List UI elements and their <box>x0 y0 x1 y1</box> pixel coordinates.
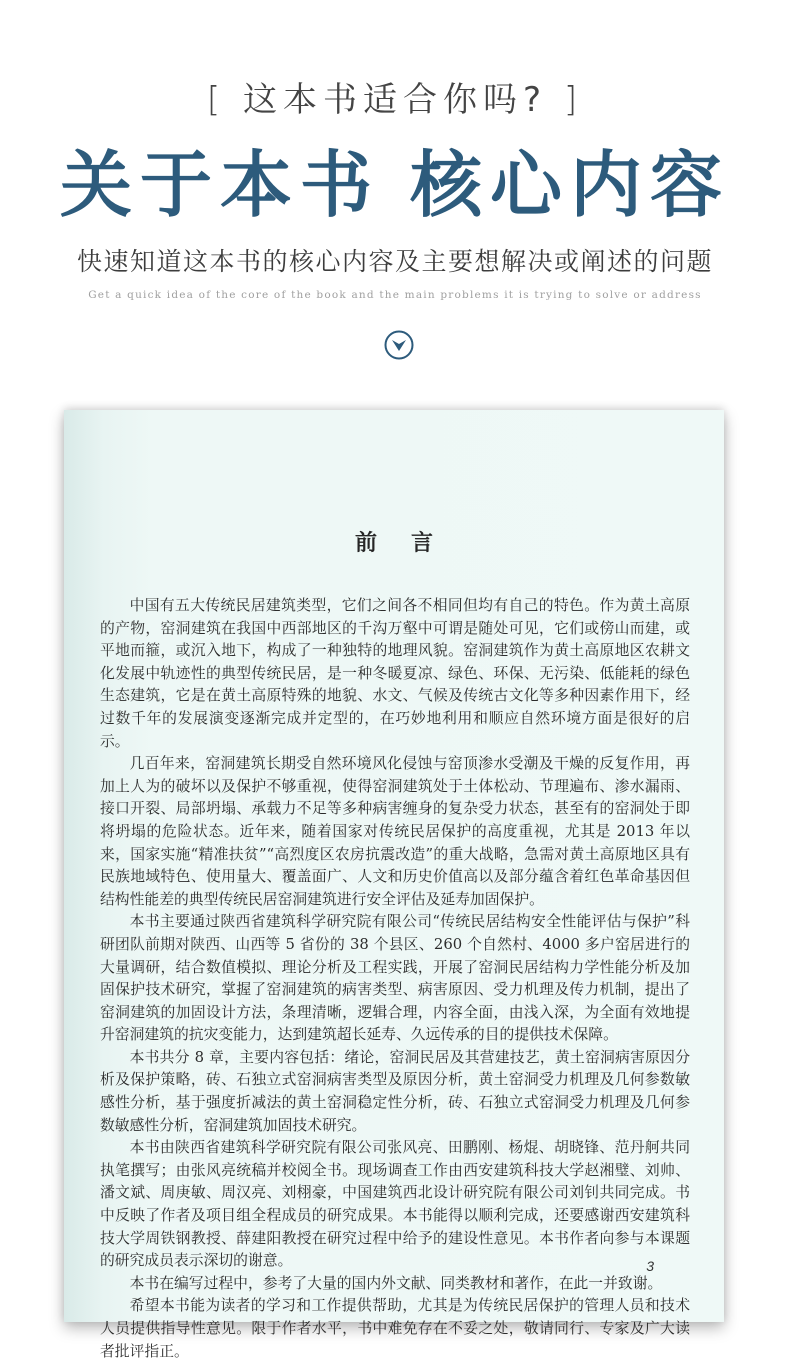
page-number: 3 <box>646 1258 654 1274</box>
subtitle-chinese: 快速知道这本书的核心内容及主要想解决或阐述的问题 <box>76 247 713 276</box>
subtitle-english: Get a quick idea of the core of the book and the main problems it is trying to solve or address <box>88 289 702 301</box>
paragraph: 中国有五大传统民居建筑类型，它们之间各不相同但均有自己的特色。作为黄土高原的产物，窑洞建筑在我国中西部地区的千沟万壑中可谓是随处可见，它们或傍山而建，或平地而箍，或沉入地下，构成了一种独特的地理风貌。窑洞建筑作为黄土高原地区农耕文化发展中轨迹性的典型传统民居，是一种冬暖夏凉、绿色、环保、无污染、低能耗的绿色生态建筑，它是在黄土高原特殊的地貌、水文、气候及传统古文化等多种因素作用下，经过数千年的发展演变逐渐完成并定型的，在巧妙地利用和顺应自然环境方面是很好的启示。 <box>100 597 690 750</box>
page-title: 前言 <box>354 530 467 556</box>
chevron-down-circle-icon[interactable] <box>384 330 414 360</box>
bracket-close: ] <box>563 80 584 120</box>
paragraph: 本书由陕西省建筑科学研究院有限公司张风亮、田鹏刚、杨焜、胡晓锋、范丹舸共同执笔撰写；由张风亮统稿并校阅全书。现场调查工作由西安建筑科技大学赵湘璧、刘帅、潘文斌、周庚敏、周汉亮、刘栩豪，中国建筑西北设计研究院有限公司刘钊共同完成。书中反映了作者及项目组全程成员的研究成果。本书能得以顺利完成，还要感谢西安建筑科技大学周铁钢教授、薛建阳教授在研究过程中给予的建设性意见。本书作者向参与本课题的研究成员表示深切的谢意。 <box>100 1139 690 1270</box>
main-title <box>0 140 790 230</box>
paragraph: 本书在编写过程中，参考了大量的国内外文献、同类教材和著作，在此一并致谢。 <box>129 1274 663 1292</box>
paragraph: 几百年来，窑洞建筑长期受自然环境风化侵蚀与窑顶渗水受潮及干燥的反复作用，再加上人为的破坏以及保护不够重视，使得窑洞建筑处于土体松动、节理遍布、渗水漏雨、接口开裂、局部坍塌、承载力不足等多种病害缠身的复杂受力状态，甚至有的窑洞处于即将坍塌的危险状态。近年来，随着国家对传统民居保护的高度重视，尤其是 2013 年以来，国家实施“精准扶贫”“高烈度区农房抗震改造”的重大战略，急需对黄土高原地区具有民族地域特色、使用量大、覆盖面广、人文和历史价值高以及部分蕴含着红色革命基因但结构性能差的典型传统民居窑洞建筑进行安全评估及延寿加固保护。 <box>100 755 690 908</box>
paragraph: 本书共分 8 章，主要内容包括：绪论，窑洞民居及其营建技艺，黄土窑洞病害原因分析及保护策略，砖、石独立式窑洞病害类型及原因分析，黄土窑洞受力机理及几何参数敏感性分析，基于强度折减法的黄土窑洞稳定性分析，砖、石独立式窑洞受力机理及几何参数敏感性分析，窑洞建筑加固技术研究。 <box>100 1048 690 1134</box>
tagline <box>0 78 790 122</box>
promo-header <box>0 0 790 400</box>
main-title-part2: 核心内容 <box>410 142 731 227</box>
page-body <box>100 595 690 1363</box>
main-title-part1: 关于本书 <box>59 142 380 227</box>
tagline-text: 这本书适合你吗? <box>242 80 548 120</box>
paragraph: 希望本书能为读者的学习和工作提供帮助，尤其是为传统民居保护的管理人员和技术人员提供指导性意见。限于作者水平，书中难免存在不妥之处，敬请同行、专家及广大读者批评指正。 <box>100 1297 690 1360</box>
bracket-open: [ <box>206 80 227 120</box>
paragraph: 本书主要通过陕西省建筑科学研究院有限公司“传统民居结构安全性能评估与保护”科研团队前期对陕西、山西等 5 省份的 38 个县区、260 个自然村、4000 多户窑居进行的大量调研，结合数值模拟、理论分析及工程实践，开展了窑洞民居结构力学性能分析及加固保护技术研究，掌握了窑洞建筑的病害类型、病害原因、受力机理及传力机制，提出了窑洞建筑的加固设计方法，条理清晰，逻辑合理，内容全面，由浅入深，为全面有效地提升窑洞建筑的抗灾变能力，达到建筑超长延寿、久远传承的目的提供技术保障。 <box>100 913 690 1044</box>
book-page <box>64 410 724 1360</box>
